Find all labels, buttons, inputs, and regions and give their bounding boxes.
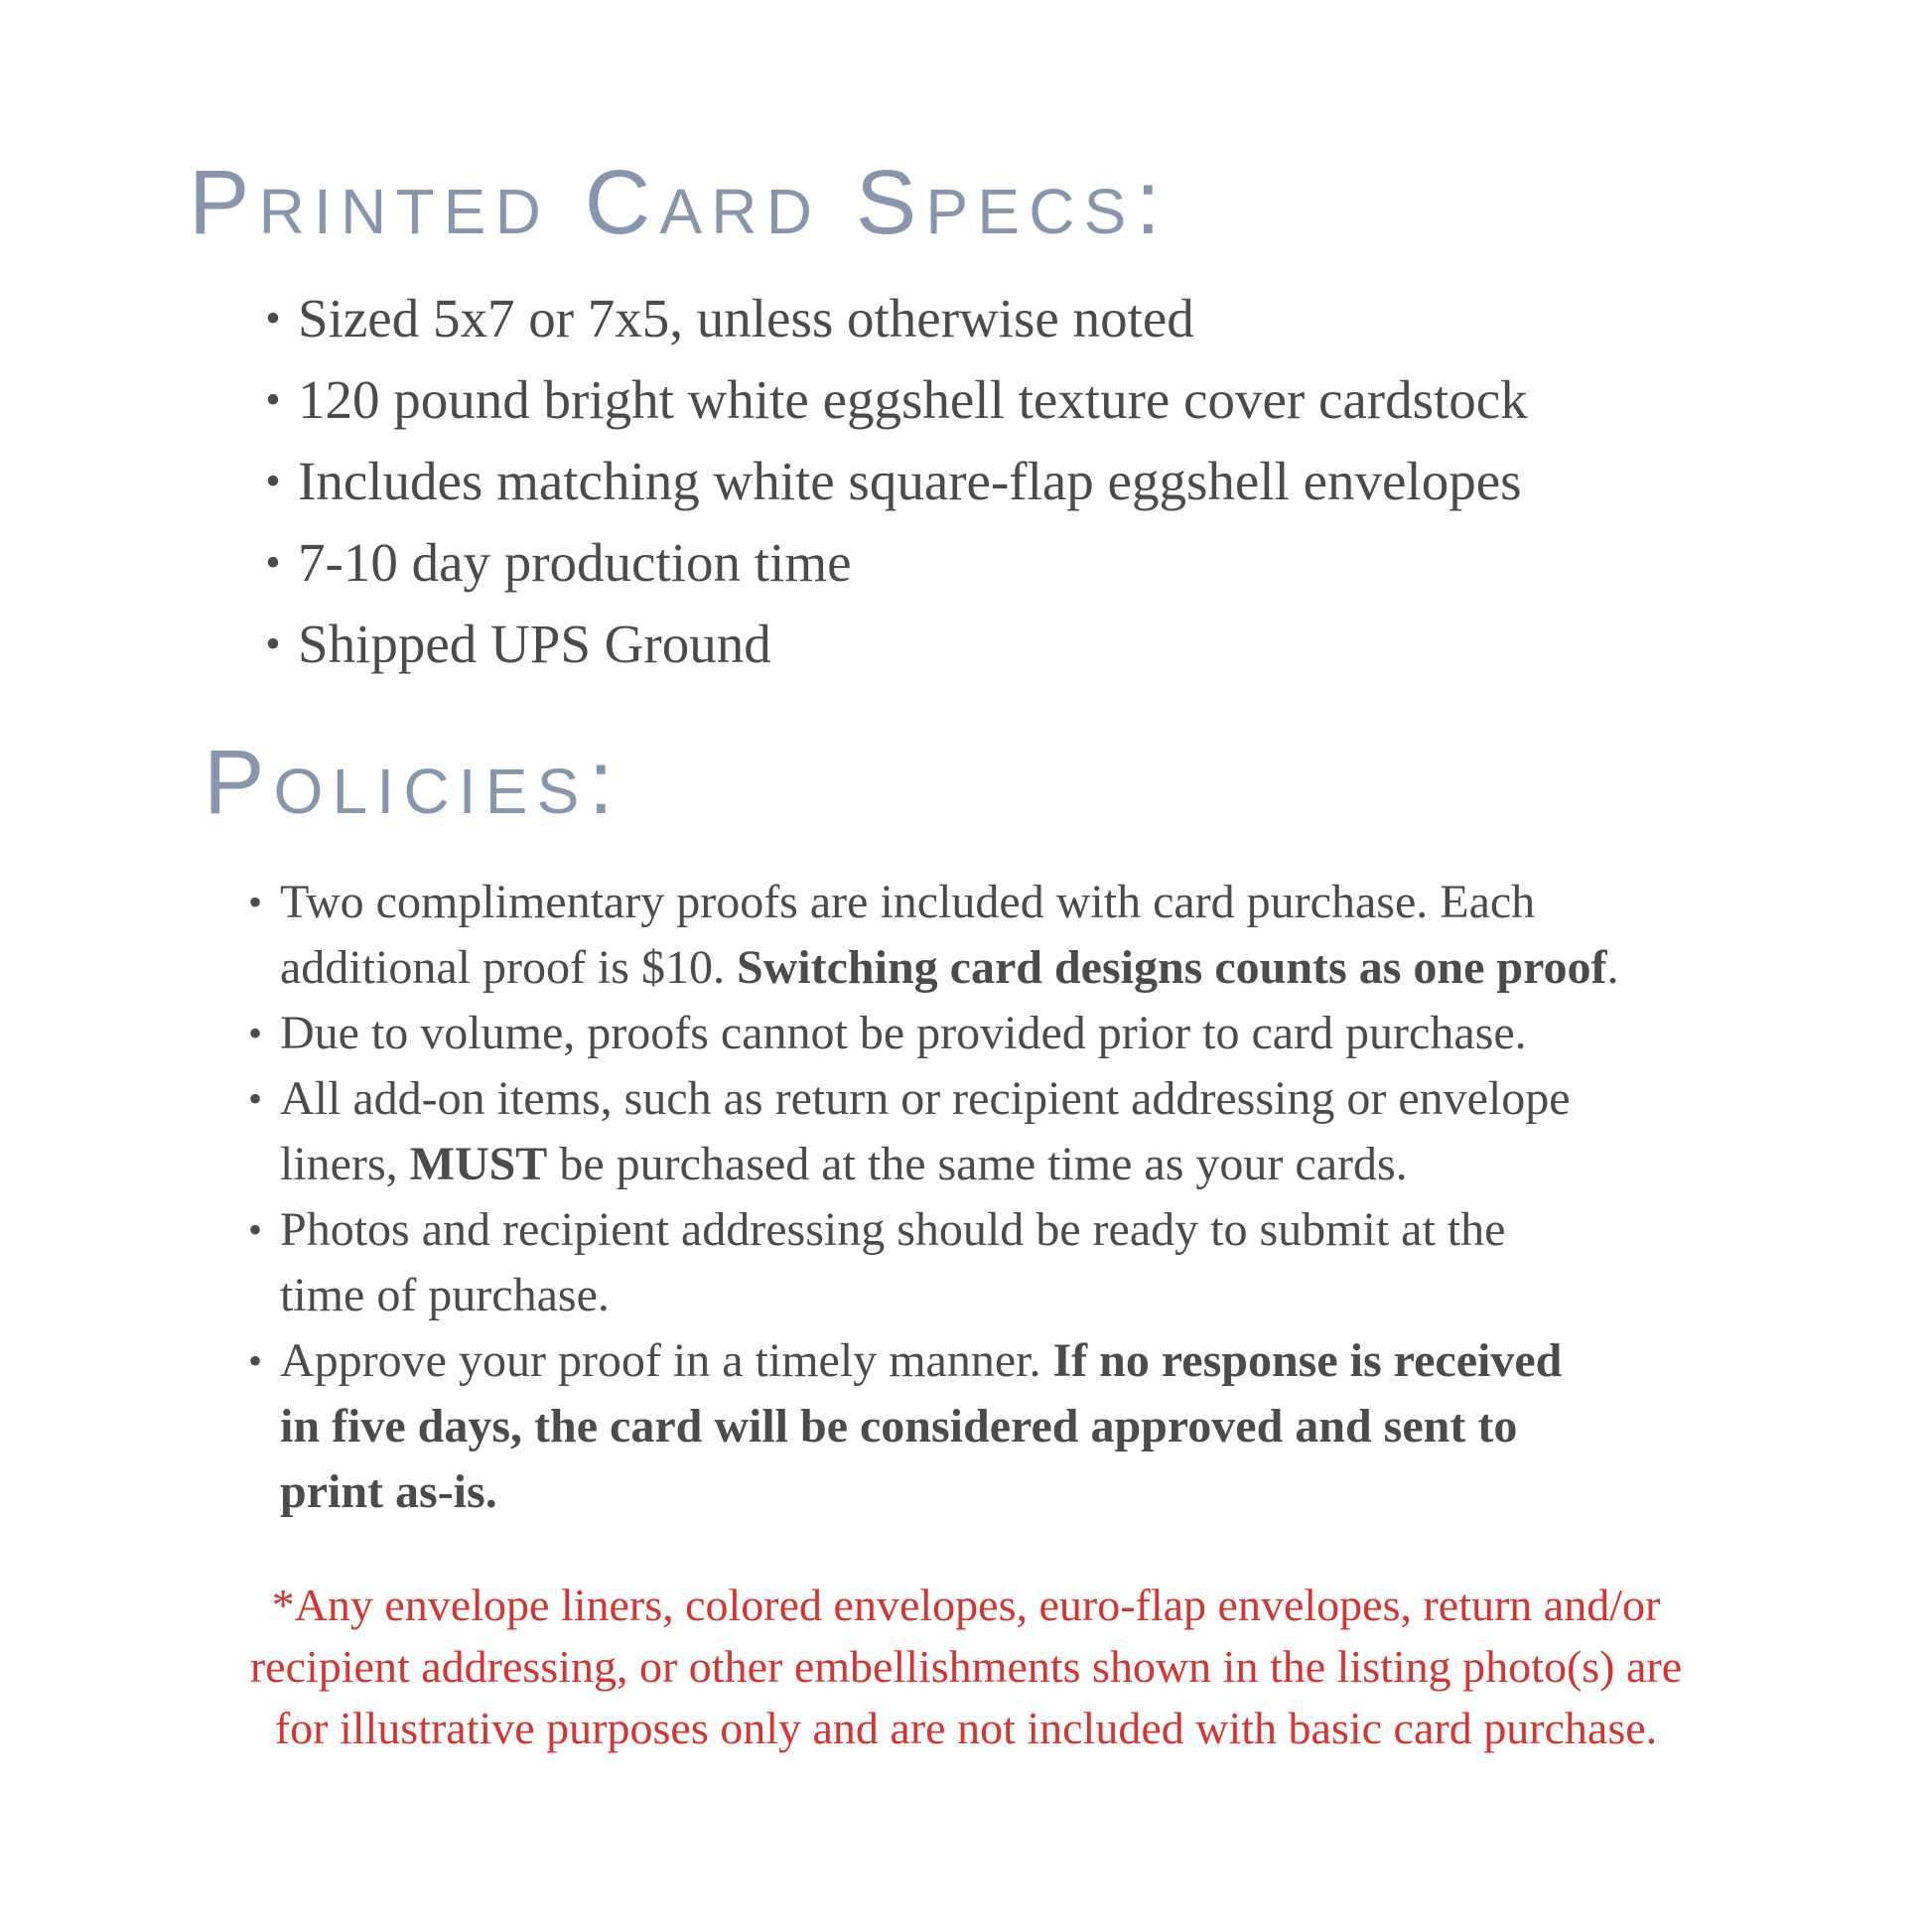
bullet-icon: • — [265, 538, 281, 587]
bullet-icon: • — [247, 1076, 262, 1121]
policy-text: Photos and recipient addressing should be ready to submit at the — [280, 1203, 1506, 1256]
list-item — [248, 278, 1528, 359]
policy-text: additional proof is $10. — [280, 941, 737, 994]
policy-text: Approve your proof in a timely manner. — [280, 1334, 1053, 1387]
spec-line: Includes matching white square-flap eggshell envelopes — [298, 451, 1522, 511]
list-item-text — [298, 359, 1528, 441]
card-specs-heading: Printed Card Specs: — [189, 152, 1171, 253]
policy-text: be purchased at the same time as your cards. — [547, 1138, 1408, 1190]
list-item-text — [298, 441, 1528, 522]
list-item-text — [280, 1328, 1619, 1525]
spec-line: Sized 5x7 or 7x5, unless otherwise noted — [298, 288, 1194, 348]
policy-text-bold: Switching card designs counts as one proof — [736, 941, 1607, 994]
policy-text: Due to volume, proofs cannot be provided prior to card purchase. — [280, 1007, 1527, 1059]
list-item-text — [280, 870, 1619, 1001]
policies-heading: Policies: — [204, 732, 623, 833]
list-item-text — [298, 604, 1528, 685]
policy-line — [280, 1328, 1619, 1394]
policy-line — [280, 1197, 1619, 1263]
list-item — [248, 441, 1528, 522]
disclaimer-line: for illustrative purposes only and are not included with basic card purchase. — [274, 1703, 1658, 1753]
policy-line — [280, 870, 1619, 935]
card-specs-list — [248, 278, 1528, 685]
bullet-icon: • — [247, 1338, 262, 1383]
policy-text-bold: MUST — [409, 1138, 548, 1190]
bullet-icon: • — [247, 880, 262, 924]
bullet-icon: • — [265, 620, 281, 668]
policy-text: liners, — [280, 1138, 410, 1190]
policy-text-bold: If no response is received — [1052, 1334, 1563, 1387]
policy-text: time of purchase. — [280, 1269, 610, 1321]
policy-text-bold: in five days, the card will be considered approved and sent to — [280, 1400, 1518, 1452]
policy-line — [280, 1263, 1619, 1328]
bullet-icon: • — [265, 457, 281, 505]
spec-line: 7-10 day production time — [298, 532, 852, 593]
list-item — [248, 359, 1528, 441]
spec-line: 120 pound bright white eggshell texture cover cardstock — [298, 369, 1528, 430]
list-item-text — [280, 1197, 1619, 1328]
policy-line — [280, 1459, 1619, 1525]
policy-line — [280, 935, 1619, 1001]
policy-line — [280, 1066, 1619, 1132]
disclaimer-line: recipient addressing, or other embellishments shown in the listing photo(s) are — [249, 1641, 1683, 1692]
bullet-icon: • — [265, 294, 281, 343]
policy-line — [280, 1394, 1619, 1459]
policies-list — [230, 870, 1619, 1525]
spec-line: Shipped UPS Ground — [298, 614, 771, 674]
list-item — [230, 1328, 1619, 1525]
bullet-icon: • — [247, 1207, 262, 1252]
disclaimer-line: *Any envelope liners, colored envelopes, euro-flap envelopes, return and/or — [271, 1580, 1661, 1630]
list-item-text — [298, 522, 1528, 604]
policy-text: . — [1606, 941, 1619, 994]
list-item-text — [280, 1001, 1619, 1066]
list-item — [248, 522, 1528, 604]
bullet-icon: • — [265, 375, 281, 424]
list-item — [230, 870, 1619, 1001]
policy-text: Two complimentary proofs are included with card purchase. Each — [280, 876, 1536, 928]
policy-text-bold: print as-is. — [280, 1465, 497, 1518]
list-item — [230, 1066, 1619, 1197]
list-item-text — [280, 1066, 1619, 1197]
bullet-icon: • — [247, 1011, 262, 1055]
list-item — [230, 1001, 1619, 1066]
policy-text: All add-on items, such as return or recipient addressing or envelope — [280, 1072, 1571, 1125]
disclaimer-note — [0, 1575, 1932, 1759]
policy-line — [280, 1132, 1619, 1197]
list-item — [248, 604, 1528, 685]
list-item-text — [298, 278, 1528, 359]
list-item — [230, 1197, 1619, 1328]
policy-line — [280, 1001, 1619, 1066]
